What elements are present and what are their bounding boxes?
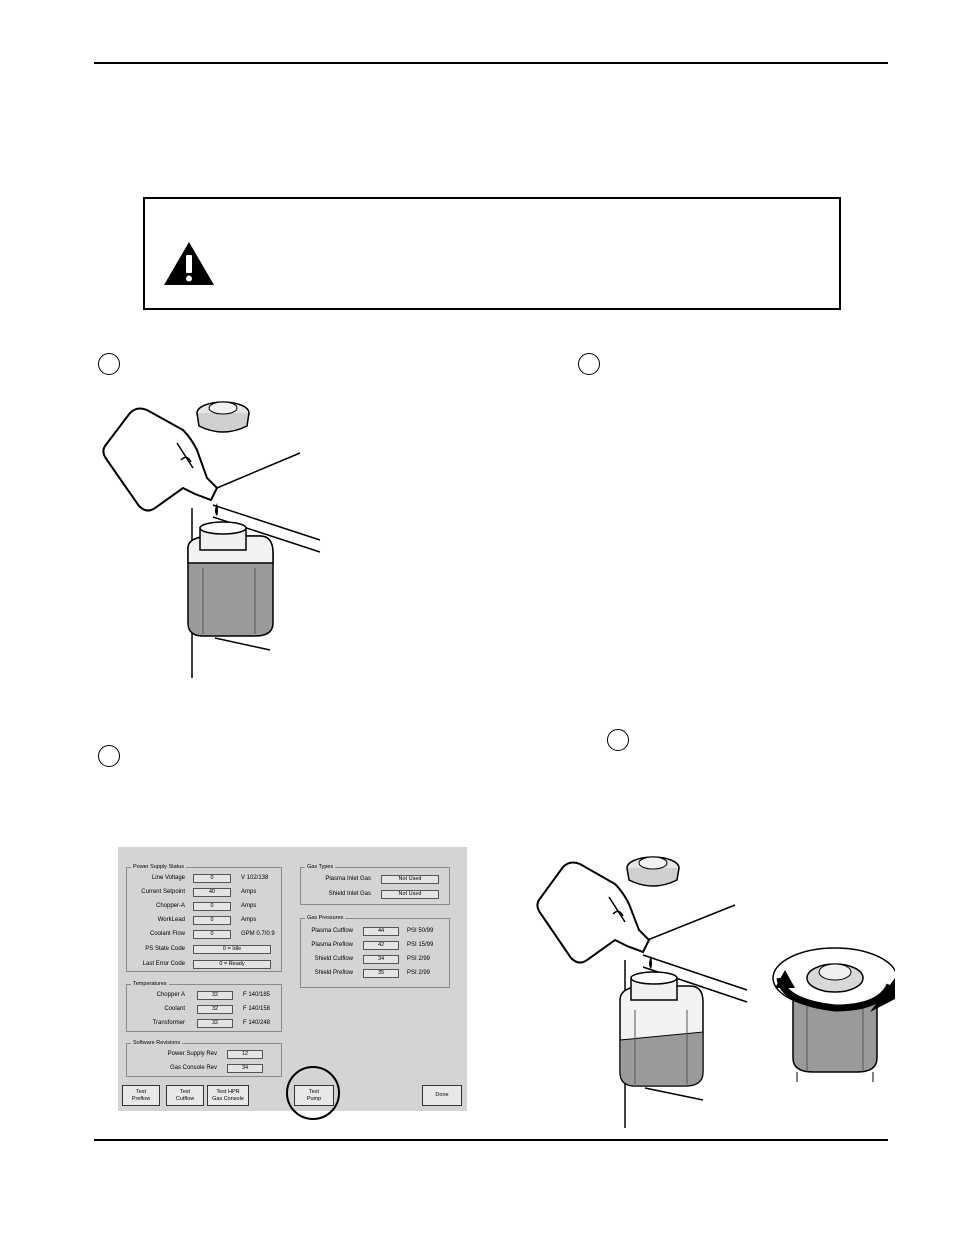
coolant-flow-row bbox=[127, 929, 281, 940]
shield-cutflow-row bbox=[301, 954, 449, 965]
done-button[interactable] bbox=[422, 1085, 462, 1106]
warning-triangle-icon bbox=[161, 239, 217, 294]
row-label: Power Supply Rev bbox=[167, 1051, 217, 1057]
button-label-line: Test HPR bbox=[216, 1088, 240, 1095]
last-error-value: 0 = Ready bbox=[193, 960, 271, 969]
row-label: Chopper A bbox=[156, 992, 185, 998]
step-marker-2 bbox=[578, 353, 600, 375]
gas-pressures-group bbox=[300, 915, 450, 988]
last-error-code-row bbox=[127, 959, 281, 970]
row-unit: Amps bbox=[241, 903, 257, 909]
shield-inlet-gas-row bbox=[301, 889, 449, 900]
test-preflow-button[interactable] bbox=[122, 1085, 160, 1106]
row-label: Coolant bbox=[164, 1006, 185, 1012]
row-value: 34 bbox=[227, 1064, 263, 1073]
row-label: Gas Console Rev bbox=[169, 1065, 217, 1071]
row-label: Shield Inlet Gas bbox=[328, 891, 371, 897]
button-label-line: Test bbox=[179, 1088, 191, 1095]
tighten-cap-inset bbox=[773, 948, 895, 1082]
gas-console-rev-row bbox=[127, 1063, 281, 1074]
row-unit: V 102/138 bbox=[241, 875, 269, 881]
button-label-line: Cutflow bbox=[175, 1095, 195, 1102]
warning-box bbox=[143, 197, 841, 310]
row-value: 34 bbox=[363, 955, 399, 964]
row-unit: PSI 2/99 bbox=[407, 970, 431, 976]
button-label-line: Pump bbox=[306, 1095, 322, 1102]
button-label-line: Gas Console bbox=[212, 1095, 244, 1102]
row-value: 40 bbox=[193, 888, 231, 897]
step-marker-1 bbox=[98, 353, 120, 375]
button-label-line: Preflow bbox=[131, 1095, 151, 1102]
ps-state-value: 0 = Idle bbox=[193, 945, 271, 954]
temp-transformer-row bbox=[127, 1018, 281, 1029]
row-value: 0 bbox=[193, 916, 231, 925]
row-unit: PSI 15/99 bbox=[407, 942, 434, 948]
step-marker-3 bbox=[98, 745, 120, 767]
group-title: Gas Pressures bbox=[307, 915, 344, 921]
row-value: Not Used bbox=[381, 890, 439, 899]
button-label: Done bbox=[435, 1092, 449, 1098]
power-supply-status-group bbox=[126, 864, 282, 972]
row-unit: Amps bbox=[241, 917, 257, 923]
temp-coolant-row bbox=[127, 1004, 281, 1015]
row-value: 0 bbox=[193, 930, 231, 939]
row-label: Chopper-A bbox=[155, 903, 185, 909]
group-title: Temperatures bbox=[133, 981, 167, 987]
diagnostic-panel bbox=[118, 847, 467, 1111]
row-label: Last Error Code bbox=[142, 961, 185, 967]
gas-types-group bbox=[300, 864, 450, 905]
row-value: 32 bbox=[197, 1005, 233, 1014]
test-cutflow-button[interactable] bbox=[166, 1085, 204, 1106]
row-value: 12 bbox=[227, 1050, 263, 1059]
row-label: Line Voltage bbox=[151, 875, 185, 881]
row-unit: F 140/158 bbox=[243, 1006, 271, 1012]
row-label: Coolant Flow bbox=[149, 931, 185, 937]
temp-chopper-row bbox=[127, 990, 281, 1001]
row-value: 0 bbox=[193, 874, 231, 883]
test-pump-callout-circle bbox=[286, 1066, 340, 1120]
row-value: 32 bbox=[197, 991, 233, 1000]
row-unit: Amps bbox=[241, 889, 257, 895]
line-voltage-row bbox=[127, 873, 281, 884]
row-label: PS State Code bbox=[145, 946, 185, 952]
row-unit: PSI 2/99 bbox=[407, 956, 431, 962]
step-marker-4 bbox=[607, 729, 629, 751]
row-value: 32 bbox=[197, 1019, 233, 1028]
row-label: Plasma Cutflow bbox=[311, 928, 353, 934]
row-label: Plasma Inlet Gas bbox=[325, 876, 371, 882]
row-label: Transformer bbox=[152, 1020, 185, 1026]
row-value: 44 bbox=[363, 927, 399, 936]
software-revisions-group bbox=[126, 1040, 282, 1077]
coolant-fill-cap-illustration bbox=[535, 850, 895, 1130]
shield-preflow-row bbox=[301, 968, 449, 979]
button-label-line: Test bbox=[135, 1088, 147, 1095]
footer-rule bbox=[94, 1139, 888, 1141]
row-value: 42 bbox=[363, 941, 399, 950]
chopper-a-row bbox=[127, 901, 281, 912]
row-unit: F 140/185 bbox=[243, 992, 271, 998]
row-value: 35 bbox=[363, 969, 399, 978]
plasma-preflow-row bbox=[301, 940, 449, 951]
button-label-line: Test bbox=[308, 1088, 320, 1095]
row-unit: F 140/248 bbox=[243, 1020, 271, 1026]
header-rule bbox=[94, 62, 888, 64]
worklead-row bbox=[127, 915, 281, 926]
row-value: Not Used bbox=[381, 875, 439, 884]
row-label: Shield Cutflow bbox=[314, 956, 353, 962]
power-supply-rev-row bbox=[127, 1049, 281, 1060]
row-label: WorkLead bbox=[157, 917, 185, 923]
row-label: Shield Preflow bbox=[314, 970, 353, 976]
temperatures-group bbox=[126, 981, 282, 1032]
row-unit: PSI 50/99 bbox=[407, 928, 434, 934]
row-label: Current Setpoint bbox=[141, 889, 185, 895]
group-title: Power Supply Status bbox=[133, 864, 185, 870]
test-hpr-gas-console-button[interactable] bbox=[207, 1085, 249, 1106]
row-value: 0 bbox=[193, 902, 231, 911]
row-unit: GPM 0.7/0.9 bbox=[241, 931, 275, 937]
row-label: Plasma Preflow bbox=[311, 942, 353, 948]
plasma-inlet-gas-row bbox=[301, 874, 449, 885]
coolant-pour-illustration bbox=[95, 388, 335, 688]
group-title: Gas Types bbox=[307, 864, 334, 870]
plasma-cutflow-row bbox=[301, 926, 449, 937]
ps-state-code-row bbox=[127, 944, 281, 955]
current-setpoint-row bbox=[127, 887, 281, 898]
group-title: Software Revisions bbox=[133, 1040, 181, 1046]
